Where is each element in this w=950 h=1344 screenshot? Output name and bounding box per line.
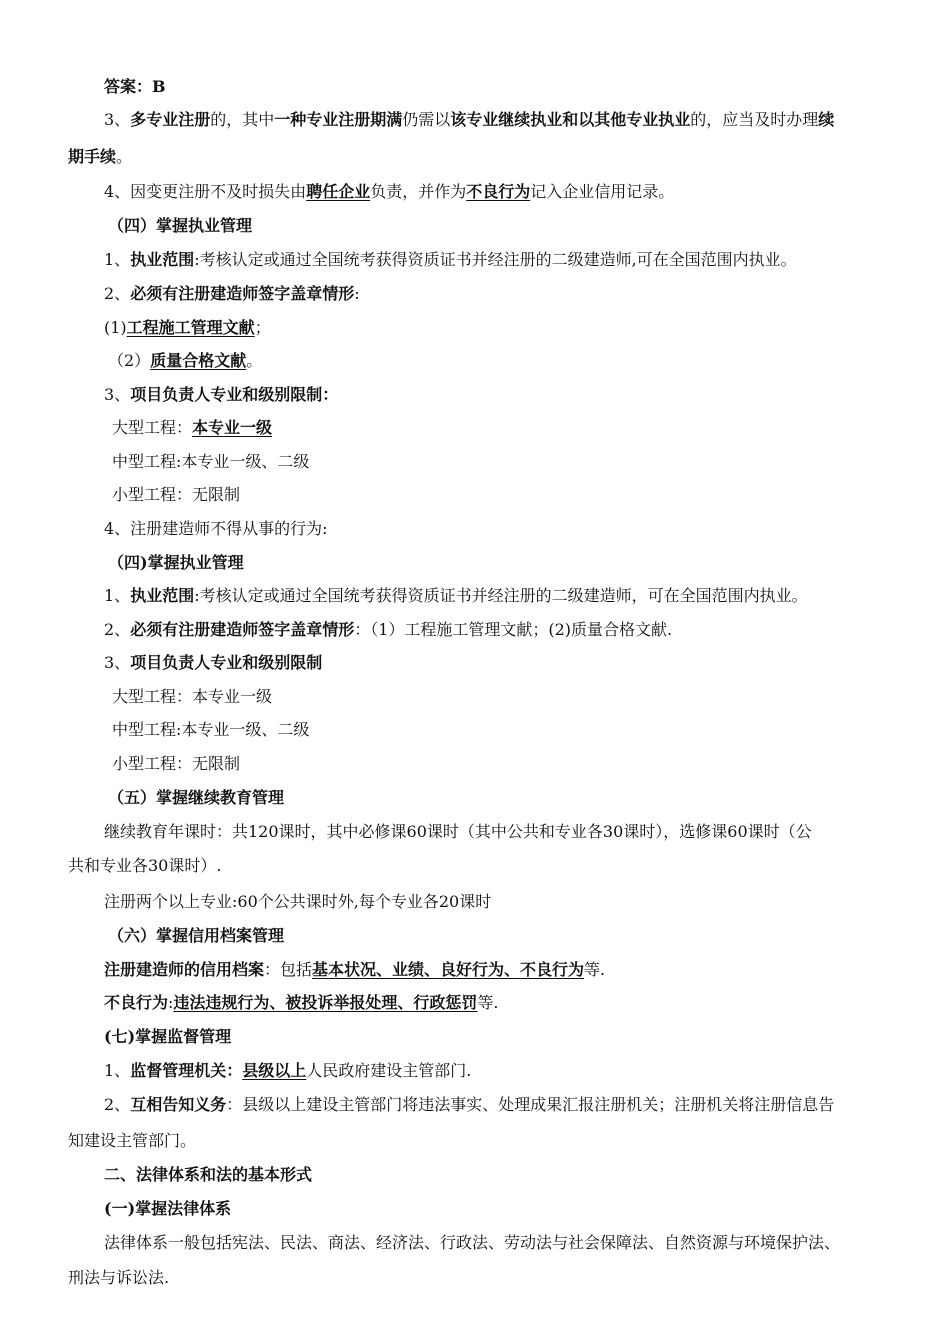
text-segment: 二、法律体系和法的基本形式 xyxy=(104,1165,313,1184)
list-item xyxy=(112,485,240,505)
section-heading xyxy=(108,788,284,808)
text-segment: 1、 xyxy=(104,250,131,269)
text-segment: 的，其中 xyxy=(210,110,275,129)
text-segment: 等. xyxy=(477,993,499,1012)
text-segment: : xyxy=(354,284,360,303)
text-segment: ：县级以上建设主管部门将违法事实、处理成果汇报注册机关；注册机关将注册信息告 xyxy=(226,1095,835,1114)
section-heading xyxy=(104,1199,231,1219)
text-segment: 执业范围 xyxy=(130,250,195,269)
list-item xyxy=(108,351,262,371)
paragraph-line xyxy=(104,385,338,405)
text-segment: 注册两个以上专业:60个公共课时外,每个专业各20课时 xyxy=(104,892,492,911)
paragraph-line xyxy=(104,822,812,842)
list-item xyxy=(112,754,240,774)
text-segment: 小型工程：无限制 xyxy=(112,485,241,504)
text-segment: 中型工程:本专业一级、二级 xyxy=(112,720,310,739)
text-segment: （四)掌握执业管理 xyxy=(108,553,244,572)
answer-text: 答案：B xyxy=(104,77,166,96)
text-segment: 本专业一级 xyxy=(192,418,273,437)
section-heading xyxy=(108,216,252,236)
text-segment: 期手续 xyxy=(68,147,117,166)
text-segment: 仍需以 xyxy=(402,110,451,129)
text-segment: 多专业注册 xyxy=(130,110,211,129)
list-item xyxy=(112,720,309,740)
text-segment: 3、 xyxy=(104,385,131,404)
text-segment: 继续教育年课时：共120课时，其中必修课60课时（其中公共和专业各30课时），选修课60课时（公 xyxy=(104,822,812,841)
text-segment: 负责，并作为 xyxy=(370,182,467,201)
text-segment: 大型工程：本专业一级 xyxy=(112,687,273,706)
text-segment: :考核认定或通过全国统考获得资质证书并经注册的二级建造师,可在全国范围内执业。 xyxy=(194,250,797,269)
text-segment: 执业范围 xyxy=(130,586,195,605)
text-segment: (七)掌握监督管理 xyxy=(104,1027,232,1046)
paragraph-line xyxy=(104,1233,840,1253)
text-segment: 互相告知义务 xyxy=(130,1095,227,1114)
answer-line xyxy=(104,77,166,97)
list-item xyxy=(104,318,271,338)
text-segment: 注册建造师的信用档案 xyxy=(104,960,265,979)
text-segment: 2、 xyxy=(104,1095,131,1114)
text-segment: （2） xyxy=(108,351,151,370)
text-segment: 小型工程：无限制 xyxy=(112,754,241,773)
text-segment: 知建设主管部门。 xyxy=(68,1131,197,1150)
text-segment: 县级以上 xyxy=(242,1061,307,1080)
section-heading xyxy=(104,1027,231,1047)
paragraph-line xyxy=(104,586,808,606)
paragraph-line xyxy=(104,892,491,912)
text-segment: 不良行为 xyxy=(104,993,169,1012)
text-segment: :考核认定或通过全国统考获得资质证书并经注册的二级建造师，可在全国范围内执业。 xyxy=(194,586,808,605)
section-heading xyxy=(108,553,244,573)
text-segment: （五）掌握继续教育管理 xyxy=(108,788,285,807)
text-segment: 项目负责人专业和级别限制 xyxy=(130,653,323,672)
text-segment: ：包括 xyxy=(264,960,313,979)
text-segment: 刑法与诉讼法. xyxy=(68,1268,170,1287)
paragraph-line xyxy=(68,1131,196,1151)
paragraph-line xyxy=(104,653,322,673)
text-segment: ：（1）工程施工管理文献；(2)质量合格文献. xyxy=(354,620,673,639)
paragraph-line xyxy=(104,1061,471,1081)
text-segment: 监督管理机关： xyxy=(130,1061,243,1080)
text-segment: 项目负责人专业和级别限制： xyxy=(130,385,339,404)
text-segment: 法律体系一般包括宪法、民法、商法、经济法、行政法、劳动法与社会保障法、自然资源与环境保护法、 xyxy=(104,1233,841,1252)
text-segment: （四）掌握执业管理 xyxy=(108,216,253,235)
paragraph-line xyxy=(104,519,328,539)
list-item xyxy=(112,418,272,438)
paragraph-line xyxy=(104,993,499,1013)
text-segment: 必须有注册建造师签字盖章情形 xyxy=(130,620,355,639)
paragraph-line xyxy=(104,110,834,130)
text-segment: 的，应当及时办理 xyxy=(690,110,819,129)
text-segment: 不良行为 xyxy=(466,182,531,201)
paragraph-line xyxy=(104,250,797,270)
text-segment: 工程施工管理文献 xyxy=(126,318,255,337)
text-segment: 4、注册建造师不得从事的行为: xyxy=(104,519,328,538)
paragraph-line xyxy=(104,960,605,980)
text-segment: 人民政府建设主管部门. xyxy=(306,1061,472,1080)
text-segment: 一种专业注册期满 xyxy=(274,110,403,129)
text-segment: 。 xyxy=(246,351,263,370)
text-segment: 3、 xyxy=(104,110,131,129)
text-segment: : xyxy=(168,993,174,1012)
text-segment: 大型工程： xyxy=(112,418,193,437)
text-segment: 3、 xyxy=(104,653,131,672)
list-item xyxy=(112,452,309,472)
text-segment: 2、 xyxy=(104,284,131,303)
paragraph-line xyxy=(104,182,674,202)
paragraph-line xyxy=(68,856,221,876)
text-segment: 必须有注册建造师签字盖章情形 xyxy=(130,284,355,303)
text-segment: 共和专业各30课时）. xyxy=(68,856,222,875)
text-segment: 质量合格文献 xyxy=(150,351,247,370)
text-segment: (一)掌握法律体系 xyxy=(104,1199,232,1218)
text-segment: 中型工程:本专业一级、二级 xyxy=(112,452,310,471)
paragraph-line xyxy=(68,1268,169,1288)
section-heading xyxy=(108,926,284,946)
text-segment: 续 xyxy=(818,110,835,129)
paragraph-line xyxy=(104,620,672,640)
paragraph-line xyxy=(104,1095,834,1115)
text-segment: 聘任企业 xyxy=(306,182,371,201)
list-item xyxy=(112,687,272,707)
text-segment: 4、因变更注册不及时损失由 xyxy=(104,182,307,201)
text-segment: 记入企业信用记录。 xyxy=(530,182,675,201)
text-segment: ； xyxy=(254,318,271,337)
paragraph-line xyxy=(68,147,132,167)
paragraph-line xyxy=(104,284,360,304)
text-segment: 1、 xyxy=(104,1061,131,1080)
text-segment: 1、 xyxy=(104,586,131,605)
text-segment: 该专业继续执业和以其他专业执业 xyxy=(450,110,691,129)
text-segment: （六）掌握信用档案管理 xyxy=(108,926,285,945)
text-segment: (1) xyxy=(104,318,127,337)
text-segment: 违法违规行为、被投诉举报处理、行政惩罚 xyxy=(173,993,478,1012)
text-segment: 等. xyxy=(584,960,606,979)
text-segment: 基本状况、业绩、良好行为、不良行为 xyxy=(312,960,585,979)
chapter-heading xyxy=(104,1165,312,1185)
text-segment: 2、 xyxy=(104,620,131,639)
text-segment: 。 xyxy=(116,147,133,166)
